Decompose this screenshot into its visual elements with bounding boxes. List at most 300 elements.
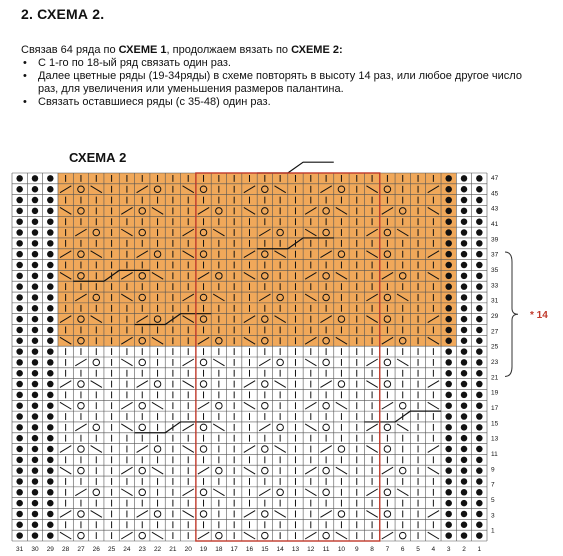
purl-dot [32,251,38,257]
yarn-over [78,511,84,517]
purl-dot [445,218,451,224]
purl-dot [445,370,451,376]
ssk [305,359,316,366]
purl-dot [445,467,451,473]
yarn-over [78,532,84,538]
purl-dot [461,283,467,289]
column-label: 11 [322,546,330,553]
purl-dot [47,208,53,214]
purl-dot [32,413,38,419]
purl-dot [445,294,451,300]
column-label: 23 [138,546,146,553]
ssk [121,489,132,496]
purl-dot [16,208,22,214]
purl-dot [445,240,451,246]
purl-dot [476,413,482,419]
purl-dot [445,186,451,192]
k2tog [75,489,86,496]
purl-dot [32,208,38,214]
purl-dot [16,338,22,344]
yarn-over [323,359,329,365]
purl-dot [445,175,451,181]
purl-dot [16,273,22,279]
k2tog [382,532,393,539]
ssk [121,359,132,366]
yarn-over [139,402,145,408]
purl-dot [445,478,451,484]
purl-dot [47,402,53,408]
purl-dot [16,175,22,181]
k2tog [259,359,270,366]
instruction-item: • Далее цветные ряды (19-34ряды) в схеме повторять в высоту 14 раз, или любое другое число раз, для увеличения или уменьшения размеров палантина. [21,70,541,96]
row-label: 13 [491,435,499,443]
yarn-over [262,381,268,387]
purl-dot [16,218,22,224]
purl-dot [16,446,22,452]
ssk [305,489,316,496]
ssk [183,446,194,453]
column-label: 17 [230,546,238,553]
column-label: 12 [307,546,315,553]
column-label: 2 [462,546,466,553]
purl-dot [47,262,53,268]
purl-dot [476,402,482,408]
row-label: 35 [491,267,499,274]
column-label: 25 [107,546,116,553]
column-label: 14 [276,546,284,553]
purl-dot [32,240,38,246]
purl-dot [476,273,482,279]
purl-dot [32,370,38,376]
ssk [366,446,377,453]
purl-dot [445,197,451,203]
yarn-over [323,424,329,430]
yarn-over [200,424,206,430]
k2tog [60,446,71,453]
purl-dot [47,457,53,463]
column-label: 28 [62,546,70,553]
purl-dot [476,381,482,387]
yarn-over [139,532,145,538]
ssk [60,467,71,474]
purl-dot [445,262,451,268]
purl-dot [32,186,38,192]
k2tog [428,381,439,388]
yarn-over [262,402,268,408]
k2tog [305,402,316,409]
purl-dot [476,435,482,441]
purl-dot [32,338,38,344]
yarn-over [338,381,344,387]
k2tog [75,424,86,431]
row-label: 17 [491,405,499,412]
column-label: 9 [354,546,359,553]
purl-dot [32,327,38,333]
yarn-over [93,489,99,495]
purl-dot [461,381,467,387]
purl-dot [16,424,22,430]
row-label: 45 [491,190,499,198]
ssk [60,402,71,409]
ssk [428,467,439,474]
purl-dot [16,457,22,463]
k2tog [320,381,331,388]
purl-dot [476,186,482,192]
yarn-over [200,489,206,495]
ssk [152,467,163,474]
row-label: 39 [491,236,499,244]
purl-dot [47,435,53,441]
purl-dot [476,218,482,224]
purl-dot [461,522,467,528]
purl-dot [47,240,53,246]
k2tog [198,532,209,539]
purl-dot [445,522,451,528]
purl-dot [476,240,482,246]
k2tog [305,467,316,474]
ssk [91,381,102,388]
purl-dot [16,348,22,354]
k2tog [137,446,148,453]
k2tog [75,359,86,366]
yarn-over [399,467,405,473]
cable-mark [257,162,334,173]
purl-dot [32,359,38,365]
purl-dot [445,435,451,441]
purl-dot [47,511,53,517]
purl-dot [32,467,38,473]
row-label: 29 [491,313,499,320]
purl-dot [16,316,22,322]
k2tog [244,511,255,518]
yarn-over [338,446,344,452]
purl-dot [16,402,22,408]
purl-dot [445,348,451,354]
purl-dot [32,457,38,463]
column-label: 7 [385,546,390,553]
purl-dot [476,478,482,484]
purl-dot [461,532,467,538]
column-label: 19 [199,546,208,553]
column-label: 8 [370,546,374,553]
k2tog [366,424,377,431]
purl-dot [47,522,53,528]
yarn-over [323,467,329,473]
row-label: 7 [491,481,495,489]
yarn-over [384,381,390,387]
yarn-over [200,359,206,365]
intro-scheme1: СХЕМЕ 1 [118,44,167,56]
yarn-over [384,359,390,365]
purl-dot [16,489,22,495]
column-label: 24 [123,546,131,553]
purl-dot [16,251,22,257]
yarn-over [216,467,222,473]
purl-dot [461,511,467,517]
purl-dot [16,532,22,538]
row-label: 41 [491,221,499,228]
column-label: 31 [16,546,24,553]
purl-dot [16,327,22,333]
purl-dot [461,489,467,495]
k2tog [137,511,148,518]
column-label: 29 [46,546,54,553]
column-label: 6 [400,546,405,553]
purl-dot [32,392,38,398]
purl-dot [476,500,482,506]
purl-dot [16,467,22,473]
scheme-title: СХЕМА 2 [69,150,127,165]
k2tog [305,532,316,539]
k2tog [183,424,194,431]
purl-dot [445,457,451,463]
column-label: 15 [261,546,269,553]
column-label: 27 [77,546,85,553]
purl-dot [16,511,22,517]
purl-dot [47,283,53,289]
ssk [213,489,224,496]
ssk [336,532,347,539]
purl-dot [445,327,451,333]
purl-dot [476,424,482,430]
yarn-over [78,446,84,452]
intro-scheme2: СХЕМЕ 2: [291,44,343,56]
repeat-count-label: * 14 [530,310,548,322]
purl-dot [16,262,22,268]
purl-dot [47,348,53,354]
purl-dot [461,392,467,398]
instruction-item: • Связать оставшиеся ряды (с 35-48) один раз. [21,96,541,109]
k2tog [60,381,71,388]
ssk [397,424,408,431]
purl-dot [476,251,482,257]
yarn-over [277,424,283,430]
k2tog [137,381,148,388]
yarn-over [399,402,405,408]
ssk [183,381,194,388]
purl-dot [461,500,467,506]
column-label: 30 [31,546,39,553]
purl-dot [32,511,38,517]
purl-dot [445,229,451,235]
k2tog [121,467,132,474]
yarn-over [78,381,84,387]
ssk [91,446,102,453]
column-label: 3 [446,546,451,553]
purl-dot [461,251,467,257]
column-label: 21 [169,546,177,553]
purl-dot [32,197,38,203]
purl-dot [16,240,22,246]
purl-dot [47,251,53,257]
cable-mark [135,422,212,433]
purl-dot [32,348,38,354]
purl-dot [476,359,482,365]
row-label: 1 [491,527,495,535]
k2tog [428,446,439,453]
purl-dot [476,262,482,268]
purl-dot [476,175,482,181]
k2tog [428,511,439,518]
yarn-over [277,489,283,495]
ssk [366,381,377,388]
yarn-over [200,446,206,452]
yarn-over [323,402,329,408]
purl-dot [16,359,22,365]
column-label: 4 [431,546,436,553]
purl-dot [32,294,38,300]
purl-dot [16,294,22,300]
purl-dot [445,381,451,387]
yarn-over [139,424,145,430]
purl-dot [476,511,482,517]
k2tog [366,489,377,496]
intro-mid: , продолжаем вязать по [166,44,292,56]
yarn-over [93,424,99,430]
purl-dot [461,305,467,311]
purl-dot [461,402,467,408]
repeat-brace [505,252,518,376]
ssk [397,489,408,496]
yarn-over [262,467,268,473]
yarn-over [384,511,390,517]
ssk [213,359,224,366]
purl-dot [476,208,482,214]
column-label: 26 [92,546,100,553]
k2tog [183,489,194,496]
purl-dot [47,392,53,398]
purl-dot [32,532,38,538]
yarn-over [262,511,268,517]
k2tog [121,402,132,409]
k2tog [366,359,377,366]
purl-dot [47,305,53,311]
purl-dot [16,392,22,398]
purl-dot [445,208,451,214]
purl-dot [16,381,22,387]
ssk [244,402,255,409]
section-heading: 2. СХЕМА 2. [21,6,105,22]
purl-dot [47,424,53,430]
row-label: 33 [491,282,499,290]
k2tog [382,467,393,474]
purl-dot [476,457,482,463]
purl-dot [47,327,53,333]
purl-dot [461,359,467,365]
k2tog [320,446,331,453]
instruction-item: • С 1-го по 18-ый ряд связать один раз. [21,57,541,70]
k2tog [244,446,255,453]
purl-dot [476,283,482,289]
yarn-over [78,402,84,408]
row-label: 21 [491,374,499,382]
purl-dot [476,327,482,333]
purl-dot [47,338,53,344]
purl-dot [445,532,451,538]
row-label: 43 [491,205,499,213]
yarn-over [216,402,222,408]
ssk [428,532,439,539]
purl-dot [32,446,38,452]
purl-dot [32,262,38,268]
purl-dot [461,467,467,473]
yarn-over [384,489,390,495]
purl-dot [16,283,22,289]
yarn-over [200,511,206,517]
purl-dot [16,370,22,376]
yarn-over [154,446,160,452]
row-label: 11 [491,451,498,458]
column-label: 16 [245,546,254,553]
ssk [152,532,163,539]
column-label: 18 [215,546,223,553]
purl-dot [47,446,53,452]
ssk [213,424,224,431]
ssk [60,532,71,539]
purl-dot [476,348,482,354]
column-label: 5 [416,546,420,553]
purl-dot [461,262,467,268]
purl-dot [445,500,451,506]
purl-dot [47,273,53,279]
row-label: 23 [491,359,499,366]
purl-dot [461,175,467,181]
purl-dot [32,175,38,181]
purl-dot [476,446,482,452]
purl-dot [16,522,22,528]
purl-dot [16,413,22,419]
purl-dot [476,294,482,300]
purl-dot [32,478,38,484]
yarn-over [216,532,222,538]
ssk [366,511,377,518]
purl-dot [445,359,451,365]
purl-dot [461,457,467,463]
purl-dot [461,240,467,246]
yarn-over [78,467,84,473]
column-label: 13 [291,546,300,553]
purl-dot [32,500,38,506]
purl-dot [47,359,53,365]
purl-dot [32,283,38,289]
purl-dot [476,338,482,344]
yarn-over [93,359,99,365]
yarn-over [323,532,329,538]
k2tog [198,402,209,409]
purl-dot [476,392,482,398]
k2tog [198,467,209,474]
purl-dot [461,413,467,419]
ssk [274,381,285,388]
yarn-over [384,446,390,452]
ssk [91,511,102,518]
ssk [397,359,408,366]
purl-dot [32,218,38,224]
ssk [428,402,439,409]
purl-dot [445,402,451,408]
yarn-over [154,511,160,517]
purl-dot [476,370,482,376]
row-label: 9 [491,466,495,474]
purl-dot [461,197,467,203]
purl-dot [47,186,53,192]
purl-dot [32,381,38,387]
purl-dot [32,229,38,235]
row-label: 19 [491,389,499,397]
purl-dot [47,175,53,181]
purl-dot [47,197,53,203]
yarn-over [399,532,405,538]
